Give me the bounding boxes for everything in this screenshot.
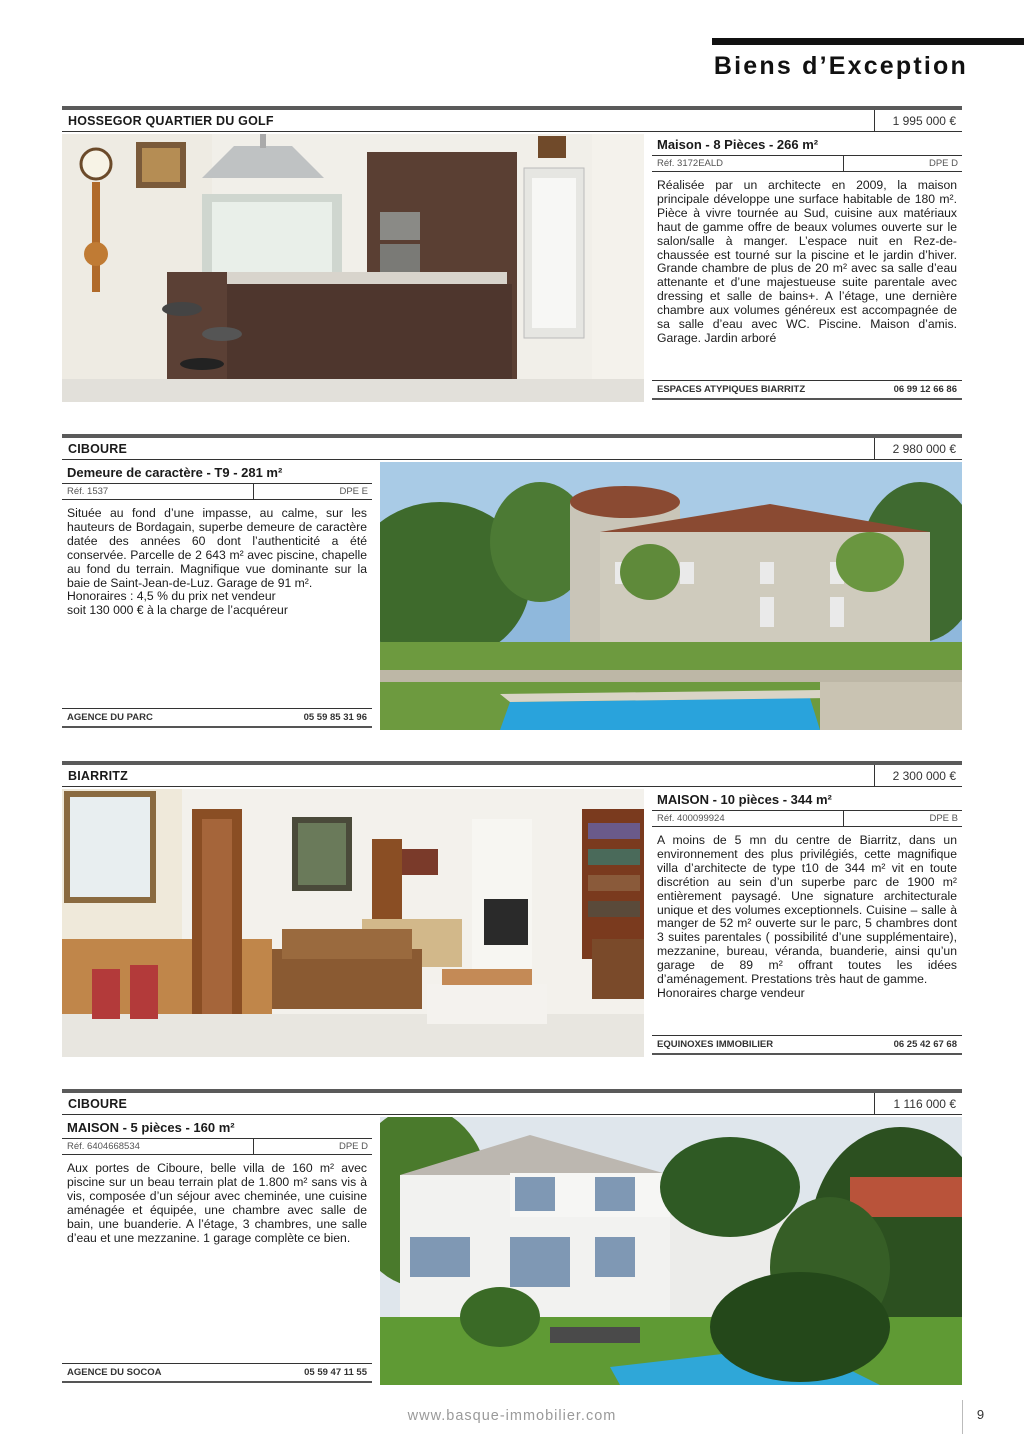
listing-city: BIARRITZ (62, 765, 874, 787)
listing-info (652, 789, 962, 1059)
listing-description: Réalisée par un architecte en 2009, la maison principale développe une surface habitable de 180 m². Pièce à vivre tournée au Sud, cuisine aux matériaux haut de gamme offre de beaux volumes ouverte sur le salon/salle à manger. L’espace nuit en Rez-de-chaussée est tourné sur la piscine et le jardin d’hiver. Grande chambre de plus de 20 m² avec sa salle d’eau attenante et d’une majestueuse suite parentale avec dressing et salle de bains+. A l’étage, une dernière chambre aux volumes généreux est accompagnée de sa salle d’eau avec WC. Piscine. Maison d’amis. Garage. Jardin arboré (657, 178, 957, 345)
listing-photo-villa-pool (380, 462, 962, 730)
listing-description (62, 500, 372, 618)
listing-info (652, 134, 962, 404)
page-number: 9 (962, 1400, 998, 1434)
listing-3 (62, 761, 962, 1059)
fees-line: soit 130 000 € à la charge de l’acquéreur (67, 603, 288, 618)
listing-price: 1 995 000 € (874, 110, 962, 132)
listing-dpe: DPE D (928, 158, 958, 169)
listing-info (62, 1117, 372, 1387)
listing-title: MAISON - 10 pièces - 344 m² (652, 789, 962, 811)
listing-price: 2 300 000 € (874, 765, 962, 787)
listing-title: MAISON - 5 pièces - 160 m² (62, 1117, 372, 1139)
listing-title: Maison - 8 Pièces - 266 m² (652, 134, 962, 156)
listing-photo-living-room (62, 789, 644, 1057)
agency-name: AGENCE DU PARC (67, 712, 153, 723)
header-bar (712, 38, 1024, 45)
listing-ref: Réf. 3172EALD (652, 156, 844, 171)
listing-2 (62, 434, 962, 732)
listing-dpe: DPE B (929, 813, 958, 824)
listing-ref-row (652, 811, 962, 827)
fees-line: Honoraires charge vendeur (657, 985, 805, 1000)
listing-4 (62, 1089, 962, 1387)
listing-title: Demeure de caractère - T9 - 281 m² (62, 462, 372, 484)
listing-description (652, 827, 962, 1001)
listing-dpe: DPE E (339, 486, 368, 497)
listing-price: 1 116 000 € (874, 1093, 962, 1115)
agency-phone[interactable]: 06 25 42 67 68 (893, 1039, 957, 1050)
listing-ref: Réf. 1537 (62, 484, 254, 499)
agency-name: EQUINOXES IMMOBILIER (657, 1039, 774, 1050)
listing-1 (62, 106, 962, 404)
listing-ref-row (62, 1139, 372, 1155)
listing-photo-kitchen (62, 134, 644, 402)
agency-phone[interactable]: 05 59 85 31 96 (303, 712, 367, 723)
listing-info (62, 462, 372, 732)
listing-dpe: DPE D (338, 1141, 368, 1152)
listing-city: CIBOURE (62, 1093, 874, 1115)
listing-agency-row (62, 1363, 372, 1383)
listing-price: 2 980 000 € (874, 438, 962, 460)
fees-line: Honoraires : 4,5 % du prix net vendeur (67, 589, 276, 604)
agency-phone[interactable]: 05 59 47 11 55 (304, 1367, 367, 1378)
agency-name: AGENCE DU SOCOA (67, 1367, 162, 1378)
listing-ref: Réf. 400099924 (652, 811, 844, 826)
listing-ref-row (652, 156, 962, 172)
listing-ref: Réf. 6404668534 (62, 1139, 254, 1154)
agency-phone[interactable]: 06 99 12 66 86 (893, 384, 957, 395)
description-text: Située au fond d’une impasse, au calme, sur les hauteurs de Bordagain, superbe demeure de caractère datée des années 60 dont l’authenticité a été conservée. Parcelle de 2 643 m² avec piscine, chapelle au fond du terrain. Magnifique vue dominante sur la baie de Saint-Jean-de-Luz. Garage de 91 m². (67, 506, 367, 590)
listing-city: CIBOURE (62, 438, 874, 460)
listing-agency-row (652, 1035, 962, 1055)
listing-description: Aux portes de Ciboure, belle villa de 160 m² avec piscine sur un beau terrain plat de 1.800 m² sans vis à vis, composée d’un séjour avec cheminée, une cuisine aménagée et équipée, une chambre avec salle de bain, une buanderie. A l’étage, 3 chambres, une salle d’eau et une mezzanine. 1 garage complète ce bien. (67, 1161, 367, 1245)
agency-name: ESPACES ATYPIQUES BIARRITZ (657, 384, 806, 395)
listing-city: HOSSEGOR QUARTIER DU GOLF (62, 110, 874, 132)
site-url[interactable]: www.basque-immobilier.com (407, 1408, 617, 1424)
brand-title: Biens d’Exception (713, 52, 968, 80)
listing-agency-row (62, 708, 372, 728)
listing-ref-row (62, 484, 372, 500)
listing-agency-row (652, 380, 962, 400)
listing-photo-basque-villa (380, 1117, 962, 1385)
description-text: A moins de 5 mn du centre de Biarritz, dans un environnement des plus privilégiés, cette magnifique villa d’architecte de type t10 de 344 m² vit en toute discrétion au sein d’un superbe parc de 1900 m² entièrement paysagé. Une signature architecturale unique et des volumes exceptionnels. Cuisine – salle à manger de 52 m² ouverte sur le parc, 5 chambres dont 3 suites parentales ( possibilité d’une supplémentaire), mezzanine, bureau, véranda, buanderie, ainsi qu’un garage de 89 m² offrant toutes les idées d’aménagement. Prestations très haut de gamme. (657, 833, 957, 987)
